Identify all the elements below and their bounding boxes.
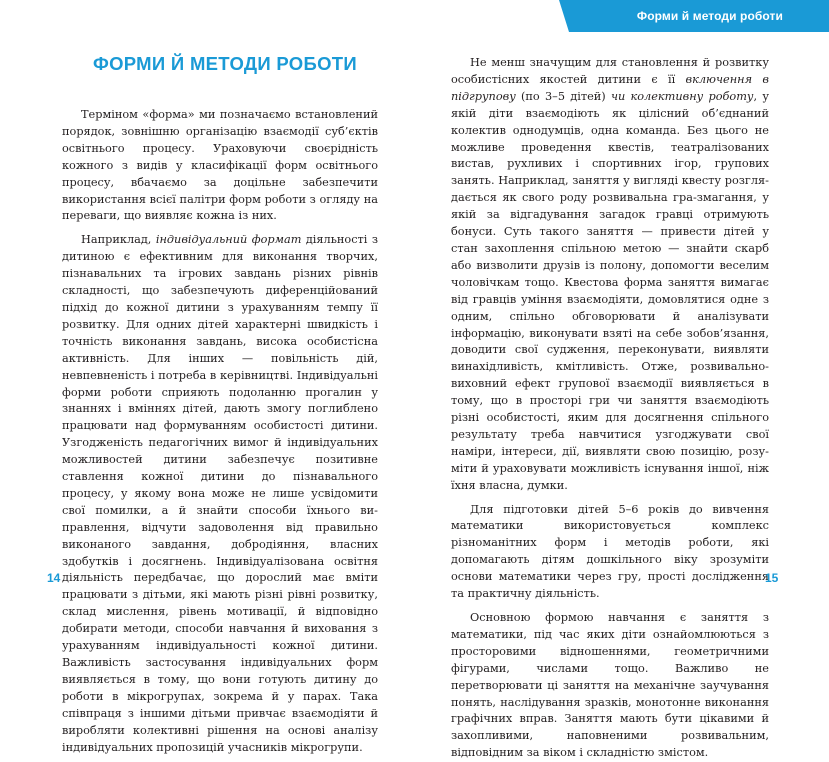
running-header: Форми й методи роботи: [636, 9, 783, 23]
text-run: діяльності з дитиною є ефективним для виконання творчих, пізнавальних та ігрових завдань різних рівнів складності, що забезпечують диференційований підхід до кожної дитини з урахуванням темпу її розвитку. Для одних дітей характерні швидкість і точність виконання завдань, висока особистісна активність. Для інших — повільність дій, невпевненість і потреба в керівництві. Індивідуальні форми роботи сприяють подоланню прогалин у знаннях і вміннях дітей, дають змогу поглиблено працювати над формуванням особистості дитини. Узгодженість педагогічних вимог й індивідуальних можливостей дитини забезпечує позитивне ставлення кожної дитини до пізнавального процесу, у якому вона може не лише усвідомити свої помилки, а й знайти способи їхнього виправлення, відчути задоволення від правильно виконаного завдання, добродіяння, власних здобутків і досягнень. Індивідуалізована освітня діяльність передбачає, що дорослий має вміти працювати з дітьми, які мають різні рівні розвитку, склад мислення, рівень мотивації, й відповідно добирати методи, способи навчання й виховання з урахуванням індивідуальності кожної дитини. Важливість застосування індивідуальних форм виявляється в тому, що вони готують дитину до роботи в мікрогрупах, зокрема й у парах. Така співпраця з іншими дітьми привчає взаємодіяти й виробляти колективні рішення на основі аналізу індивідуальних пропозицій учасників мікрогрупи.: [62, 233, 378, 754]
body-paragraph: [62, 232, 378, 756]
body-paragraph: [451, 55, 769, 495]
page-title: ФОРМИ Й МЕТОДИ РОБОТИ: [93, 53, 357, 74]
right-page-body: [451, 55, 769, 762]
left-page-body: [62, 107, 378, 756]
text-run: (по 3–5 дітей): [515, 89, 611, 103]
body-paragraph: [451, 502, 769, 603]
text-run: Для підготовки дітей 5–6 років до вивчення математики використовується комплекс різноманітних форм і методів роботи, які допомагають дітям дошкільного віку зрозуміти основи математики через гру, прості дослідження та практичну діяльність.: [451, 502, 769, 601]
text-run: , у якій діти взаємодіють як цілісний об’єднаний колектив однодумців, одна команда. Без цього не можливе проведення квестів, театралізованих вистав, рухливих і спортивних ігор, групових занять. Наприклад, заняття у вигляді квесту розглядається як свого роду розвивальна гра-змагання, у якій за відгадування загадок гравці отримують бонуси. Суть такого заняття — привести дітей у стан захоплення спільною метою — знайти скарб або визволити друзів із полону, допомогти веселим чоловічкам тощо. Квестова форма заняття вимагає від гравців уміння взаємодіяти, домовлятися одне з одним, спільно обговорювати й аналізувати інформацію, виконувати взяті на себе зобов’язання, доводити свої судження, переконувати, виявляти винахідливість, кмітливість. Отже, розвивально-виховний ефект групової взаємодії виявляється в тому, що в просторі гри чи заняття взаємодіють різні особистості, яким для досягнення спільного результату треба навчитися узгоджувати свої наміри, інтереси, дії, виявляти свою позицію, розуміти й ураховувати можливість існування іншої, ніж їхня власна, думки.: [451, 89, 769, 492]
italic-term: індивідуальний формат: [155, 233, 302, 247]
text-run: Не менш значущим для становлення й розвитку особистісних якостей дитини є її: [451, 56, 769, 86]
text-run: Терміном «форма» ми позначаємо встановлений порядок, зовнішню організацію взаємодії суб’єктів освітнього процесу. Ураховуючи своєрідність кожного з видів у класифікації форм освітнього процесу, вбачаємо за доцільне забезпечити використання всієї палітри форм роботи з огляду на переваги, що виявляє кожна із них.: [62, 108, 378, 223]
italic-term: чи колективну роботу: [610, 89, 754, 103]
italic-term: включення в підгрупову: [451, 72, 769, 103]
body-paragraph: [62, 107, 378, 225]
text-run: Наприклад,: [81, 233, 156, 247]
body-paragraph: [451, 610, 769, 762]
page-number-right: 15: [765, 571, 779, 585]
page-number-left: 14: [47, 571, 61, 585]
text-run: Основною формою навчання є заняття з математики, під час яких діти ознайомлюються з просторовими відношеннями, геометричними фігурами, числами тощо. Важливо не перетворювати ці заняття на механічне заучування понять, наслідування зразків, монотонне виконання графічних вправ. Заняття мають бути цікавими й захопливими, наповненими розвивальним, відповідним за віком і складністю змістом.: [451, 611, 769, 760]
